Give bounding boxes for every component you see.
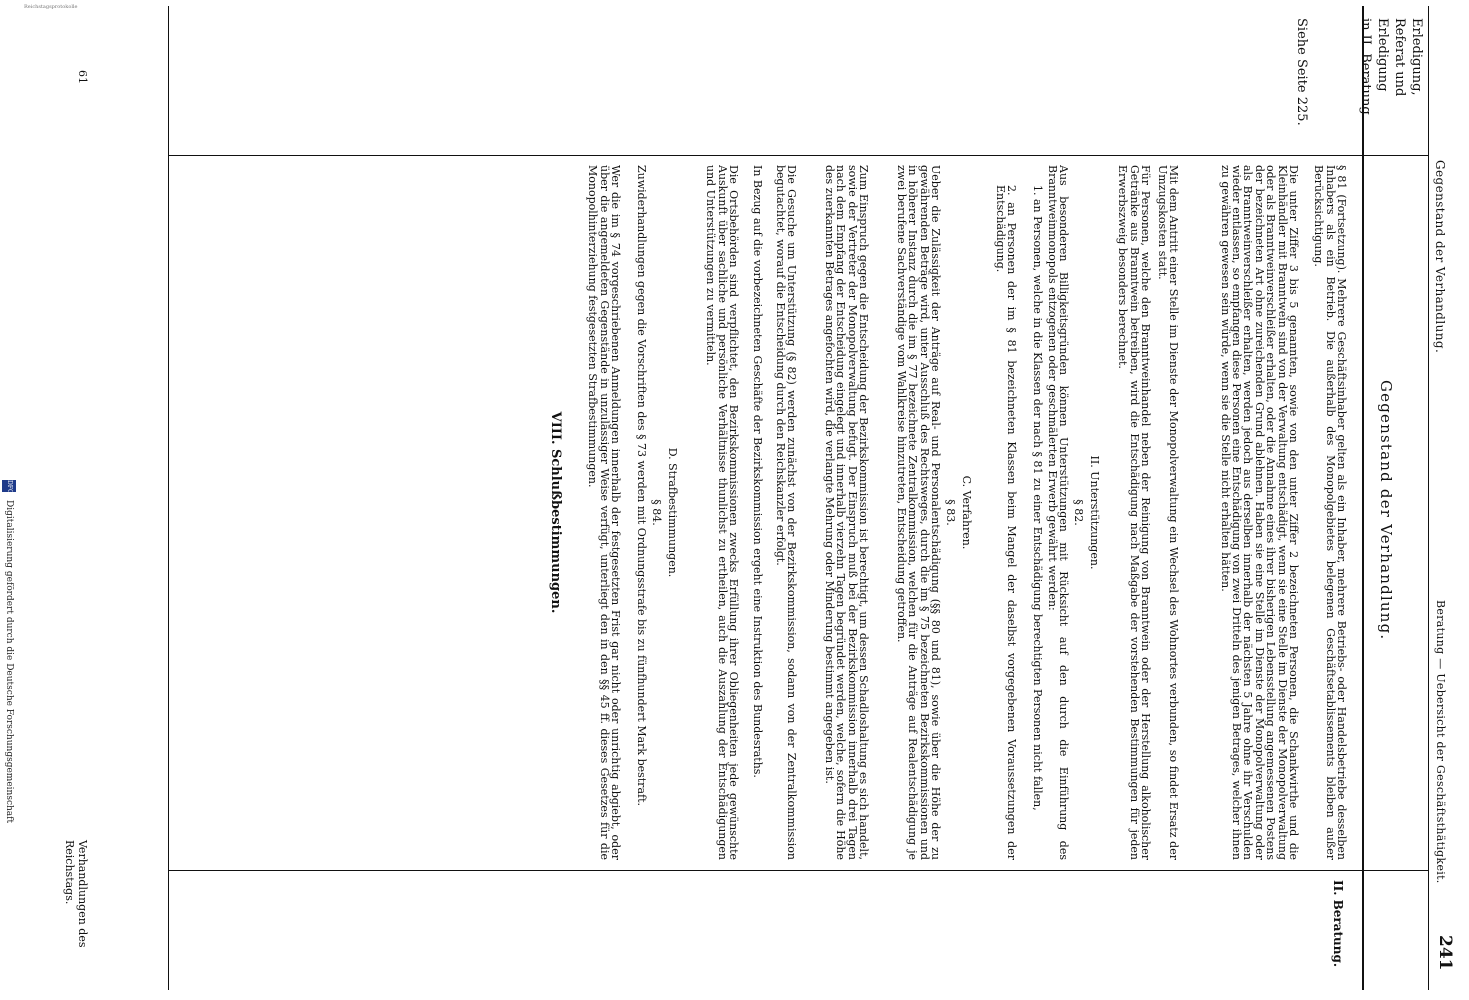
- list-item: 1. an Personen, welche in die Klassen der nach § 81 zu einer Entschädigung berechtigten Personen nicht fallen,: [1031, 185, 1044, 811]
- archive-stamp: Reichstagsprotokolle: [24, 4, 78, 10]
- section-heading: II. Unterstützungen.: [1088, 455, 1101, 570]
- paragraph-number: § 83.: [944, 499, 957, 526]
- paragraph: Wer die im § 74 vorgeschriebenen Anmeldungen innerhalb der festgesetzten Frist gar nicht oder unrichtig abgiebt, oder über die angemeldeten Gegenstände in unzulässiger Weise verfügt, unterliegt den in den §§ 45 ff. dieses Gesetzes für die Monopolhinterziehung festgesetzten Strafbestimmungen.: [586, 165, 622, 860]
- right-col-line: in II. Beratung.: [1358, 18, 1373, 119]
- list-item: 2. an Personen der im § 81 bezeichneten Klassen beim Mangel der daselbst vorgegebenen Voraussetzungen der Entschädigung.: [993, 185, 1018, 860]
- paragraph: Zum Einspruch gegen die Entscheidung der Bezirkskommission ist berechtigt, um dessen Schadloshaltung es sich handelt, sowie der Vertreter der Monopolverwaltung befugt. Der Einspruch muß bei der Bezirkskommission innerhalb drei Tagen nach dem Empfang der Entscheidung eingelegt und innerhalb vierzehn Tagen begründet werden, welche, sofern die Höhe des zuerkannten Betrages angefochten wird, die verlangte Mehrung oder Minderung bestimmt angegeben ist.: [822, 165, 870, 860]
- right-col-line: Erledigung: [1375, 18, 1390, 92]
- footer-page-number: 61: [76, 70, 89, 84]
- page-number: 241: [1435, 935, 1455, 971]
- column-divider: [169, 155, 1429, 156]
- header-rule-bottom: [1362, 6, 1364, 990]
- paragraph: Die Ortsbehörden sind verpflichtet, den Bezirkskommissionen zwecks Erfüllung ihrer Obliegenheiten jede gewünschte Auskunft über sachliche und persönliche Verhältnisse thunlichst zu ertheilen, auch die Auszahlung der Entschädigungen und Unterstützungen zu vermitteln.: [704, 165, 740, 860]
- section-heading: D. Strafbestimmungen.: [666, 447, 679, 578]
- section-label: II. Beratung.: [1331, 880, 1345, 968]
- paragraph: Für Personen, welche den Branntweinhandel neben der Reinigung von Branntwein oder der Herstellung alkoholischer Getränke aus Branntwein betreiben, wird die Entschädigung nach Maßgabe der vorstehenden Bestimmungen für jeden Erwerbszweig besonders berechnet.: [1116, 165, 1152, 860]
- page-reference: Siehe Seite 225.: [1294, 18, 1309, 126]
- paragraph: Aus besonderen Billigkeitsgründen können Unterstützungen mit Rücksicht auf den durch die Einführung des Branntweinmonopols entzogenen oder geschmälerten Erwerb gewährt werden:: [1045, 165, 1070, 860]
- section-subheader: Gegenstand der Verhandlung.: [1377, 380, 1395, 641]
- dfg-logo: DFG: [2, 480, 16, 492]
- paragraph: In Bezug auf die vorbezeichneten Geschäfte der Bezirkskommission ergeht eine Instruktion des Bundesraths.: [751, 165, 764, 778]
- digitization-note: Digitalisierung gefördert durch die Deutsche Forschungsgemeinschaft: [4, 500, 14, 824]
- paragraph: Ueber die Zulässigkeit der Anträge auf Real- und Personalentschädigung (§§ 80 und 81), sowie über die Höhe der zu gewährenden Beträge wird, unter Ausschluß des Rechtsweges, durch die im § 75 bezeichneten Bezirkskommissionen und in höherer Instanz durch die im § 77 bezeichnete Zentralkommission, welchen für die Anträge auf Realentschädigung je zwei berufene Sachverständige vom Wahlkreise hinzutreten, Entscheidung getroffen.: [894, 165, 942, 860]
- right-column-header: [1357, 18, 1425, 138]
- column-divider: [169, 870, 1429, 871]
- right-col-line: Erledigung, Referat und: [1392, 18, 1424, 97]
- header-rule-top: [1428, 6, 1429, 990]
- paragraph: § 81 (Fortsetzung). Mehrere Geschäftsinhaber gelten als ein Inhaber, mehrere Betriebs- oder Handelsbetriebe desselben Inhabers als ein Betrieb. Die außerhalb des Monopolgebietes belegenen Geschäftsetablissements bleiben außer Berücksichtigung.: [1312, 165, 1348, 860]
- paragraph: Mit dem Antritt einer Stelle im Dienste der Monopolverwaltung ein Wechsel des Wohnortes verbunden, so findet Ersatz der Umzugskosten statt.: [1155, 165, 1180, 860]
- paragraph: Die Gesuche um Unterstützung (§ 82) werden zunächst von der Bezirkskommission, sodann von der Zentralkommission begutachtet, worauf die Entscheidung durch den Reichskanzler erfolgt.: [773, 165, 798, 860]
- footer-title: Verhandlungen des Reichstags.: [63, 840, 89, 948]
- section-heading: C. Verfahren.: [960, 475, 973, 550]
- paragraph-number: § 82.: [1072, 499, 1085, 526]
- paragraph: Die unter Ziffer 3 bis 5 genannten, sowie von den unter Ziffer 2 bezeichneten Personen, die Schankwirthe und die Kleinhändler mit Branntwein sind von der Verwaltung entschädigt, wenn sie eine Stelle im Dienste der Monopolverwaltung oder als Branntweinverschleißer erhalten, oder die Annahme eines ihrer bisherigen Lebensstellung angemessenen Postens der bezeichneten Art ohne zureichenden Grund ablehnen. Haben sie eine Stelle im Dienste der Monopolverwaltung oder als Branntweinverschleißer erhalten, werden jedoch aus derselben innerhalb der nächsten 5 Jahre ohne ihr Verschulden wieder entlassen, so empfangen diese Personen eine Entschädigung von zwei Dritteln des jenigen Betrages, welcher ihnen zu gewähren gewesen sein würde, wenn sie die Stelle nicht erhalten hätten.: [1218, 165, 1300, 860]
- paragraph-number: § 84.: [650, 499, 663, 526]
- footer-rule: [168, 6, 169, 990]
- column-header: Gegenstand der Verhandlung.: [1433, 160, 1447, 354]
- paragraph: Zuwiderhandlungen gegen die Vorschriften des § 73 werden mit Ordnungsstrafe bis zu fünfhundert Mark bestraft.: [635, 165, 648, 806]
- running-header: Beratung — Uebersicht der Geschäftsthätigkeit.: [1434, 600, 1447, 884]
- section-heading: VIII. Schlußbestimmungen.: [548, 411, 563, 614]
